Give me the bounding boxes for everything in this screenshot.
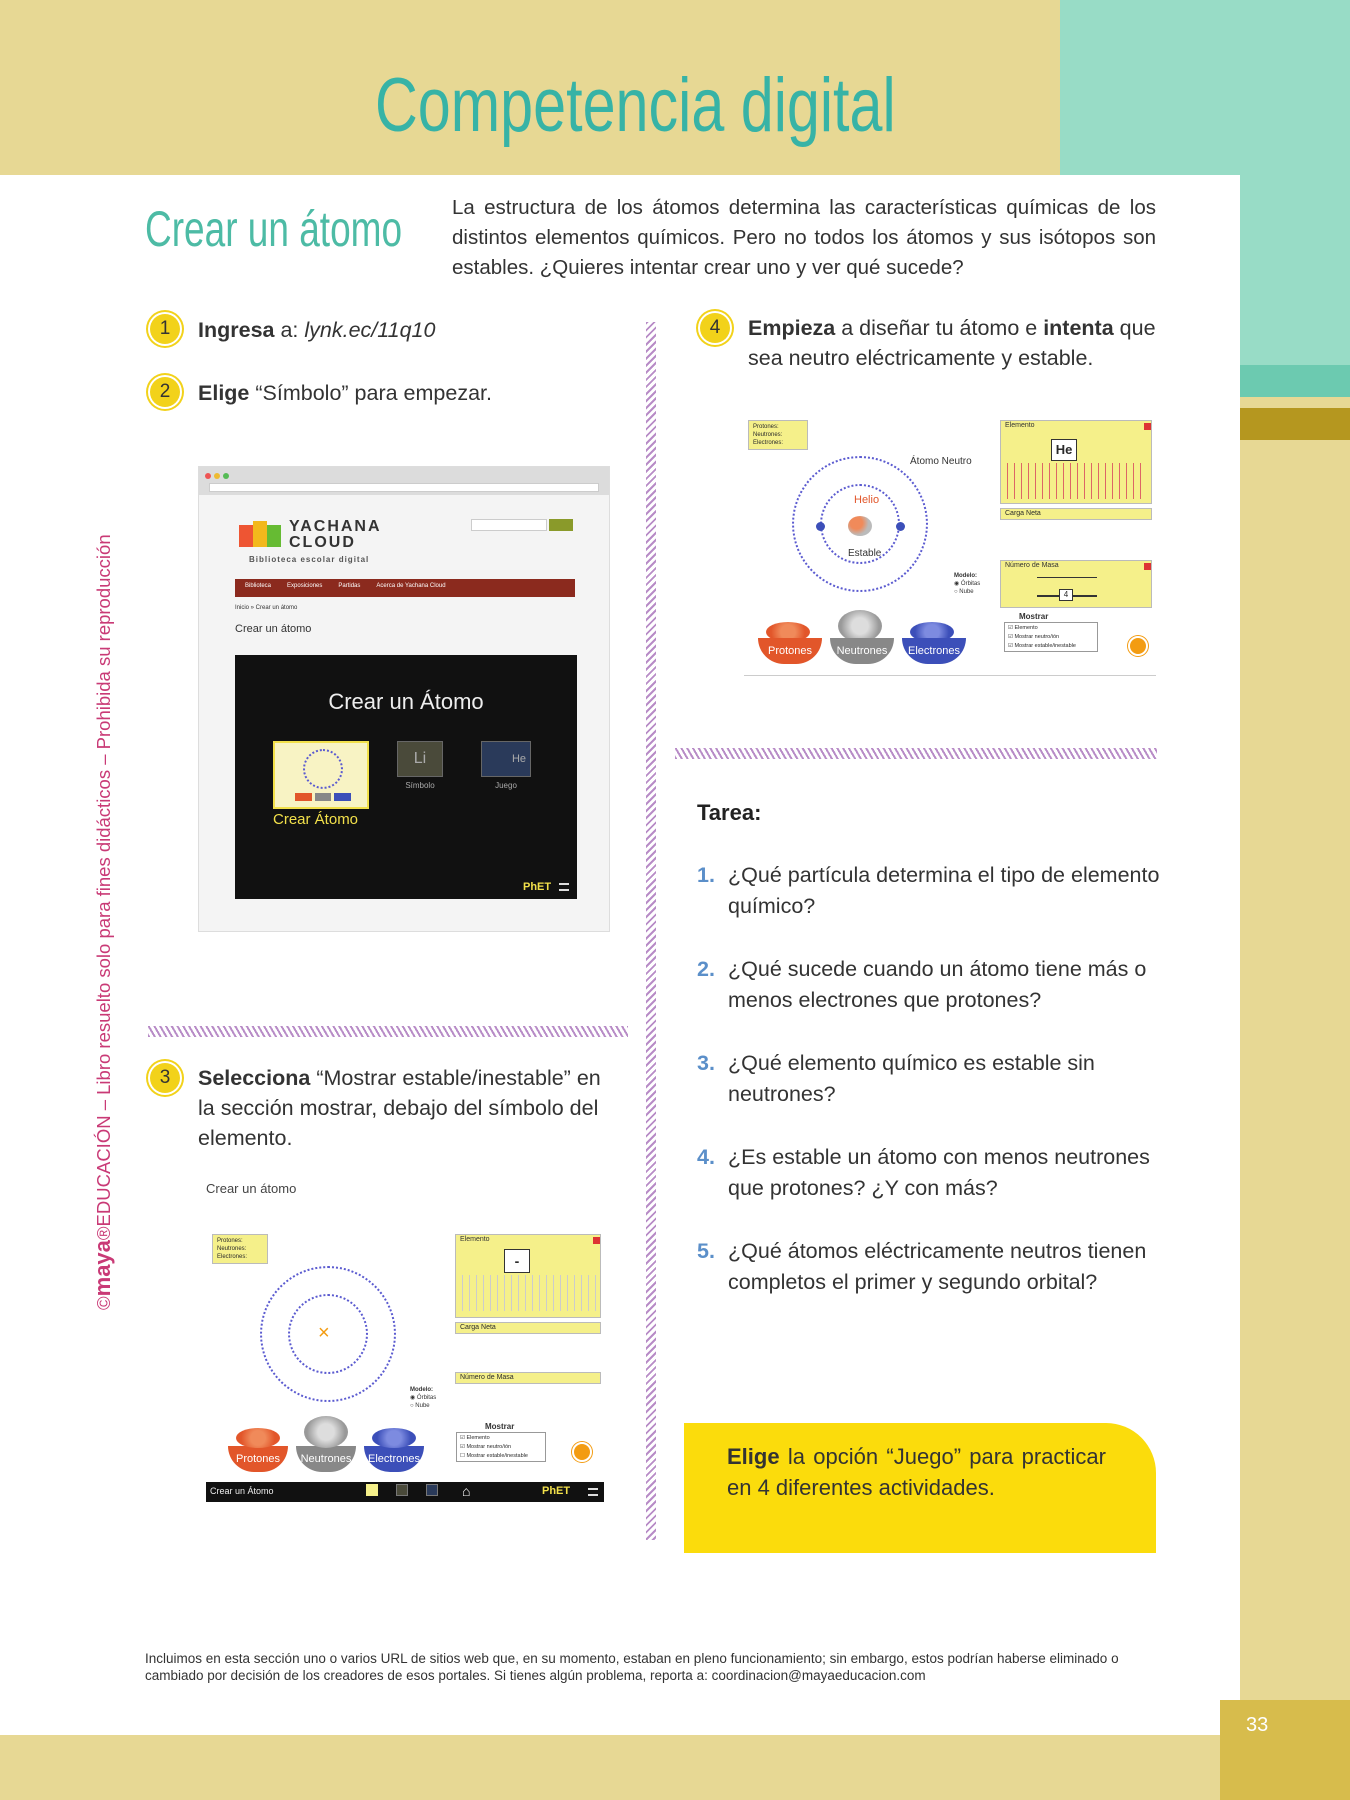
tile-bucket-blue bbox=[334, 793, 351, 801]
sim2-nav-symbol-icon[interactable] bbox=[396, 1484, 408, 1496]
copyright-symbol: © bbox=[93, 1296, 114, 1310]
sim3-element-panel bbox=[1000, 420, 1152, 504]
tile-crear-atomo[interactable] bbox=[273, 741, 369, 809]
sim3-mass-panel bbox=[1000, 560, 1152, 608]
site-page-heading: Crear un átomo bbox=[235, 623, 312, 635]
sim3-model-cloud[interactable]: ○ Nube bbox=[954, 589, 974, 595]
tile-orbit-icon bbox=[303, 749, 343, 789]
sim3-nucleus bbox=[848, 516, 872, 536]
sim3-mass-label: Número de Masa bbox=[1005, 562, 1059, 569]
sim2-bucket-protons[interactable]: Protones bbox=[228, 1446, 288, 1472]
step-4-verb: Empieza bbox=[748, 316, 836, 340]
sim2-nav-bar bbox=[206, 1482, 604, 1502]
sim3-electron-right bbox=[896, 522, 905, 531]
sim2-menu-icon[interactable] bbox=[588, 1488, 598, 1496]
footnote: Incluimos en esta sección uno o varios URL de sitios web que, en su momento, estaban en pleno funcionamiento; sin embargo, estos podrían haberse eliminado o cambiado por decisión de los creadores de esos portales. Si tienes algún problema, reporta a: coordinacion@mayaeducacion.com bbox=[145, 1651, 1119, 1683]
page-number-tab bbox=[1220, 1700, 1350, 1800]
sim3-atom-label: Átomo Neutro bbox=[910, 456, 972, 467]
tile-simbolo-label: Símbolo bbox=[405, 781, 435, 790]
question-4-text: ¿Es estable un átomo con menos neutrones que protones? ¿Y con más? bbox=[728, 1145, 1150, 1200]
sim3-reset-icon[interactable] bbox=[1128, 636, 1148, 656]
window-min-dot bbox=[214, 473, 220, 479]
sim2-show-label: Mostrar bbox=[485, 1422, 515, 1431]
sim3-model-label: Modelo: bbox=[954, 573, 977, 579]
tile-crear-atomo-label: Crear Átomo bbox=[273, 811, 359, 828]
sim3-mass-value: 4 bbox=[1059, 589, 1073, 601]
step-2-verb: Elige bbox=[198, 381, 250, 405]
question-4 bbox=[697, 1142, 1167, 1204]
sim3-element-collapse[interactable] bbox=[1144, 423, 1151, 430]
sim2-protons-pile bbox=[236, 1428, 280, 1448]
sim3-show-label: Mostrar bbox=[1019, 612, 1049, 621]
question-2-text: ¿Qué sucede cuando un átomo tiene más o menos electrones que protones? bbox=[728, 957, 1147, 1012]
step-4-mid: a diseñar tu átomo e bbox=[835, 316, 1044, 340]
step-4-text bbox=[748, 313, 1158, 373]
divider-right bbox=[675, 748, 1157, 759]
sim2-show-stable-label: Mostrar estable/inestable bbox=[466, 1453, 528, 1459]
question-1-text: ¿Qué partícula determina el tipo de elemento químico? bbox=[728, 863, 1160, 918]
window-close-dot bbox=[205, 473, 211, 479]
step-4-badge: 4 bbox=[700, 313, 730, 343]
sim3-bucket-neutrons[interactable]: Neutrones bbox=[830, 638, 894, 664]
sim2-nav-title: Crear un Átomo bbox=[210, 1486, 274, 1496]
address-bar bbox=[209, 483, 599, 492]
yachana-logo-icon bbox=[239, 519, 281, 549]
step-1-text bbox=[198, 315, 435, 345]
sim2-reset-icon[interactable] bbox=[572, 1442, 592, 1462]
home-icon[interactable]: ⌂ bbox=[462, 1483, 471, 1499]
sim2-element-panel bbox=[455, 1234, 601, 1318]
sim3-bucket-electrons[interactable]: Electrones bbox=[902, 638, 966, 664]
sim3-count-protons: Protones: bbox=[753, 424, 779, 430]
tile-simbolo[interactable]: Li bbox=[397, 741, 443, 777]
sim2-show-neutral[interactable]: ☑ Mostrar neutro/ión bbox=[460, 1444, 512, 1450]
sim3-show-stable-label: Mostrar estable/inestable bbox=[1014, 643, 1076, 649]
nav-item-biblioteca[interactable]: Biblioteca bbox=[245, 583, 272, 589]
page-title: Competencia digital bbox=[375, 63, 896, 148]
nav-item-partidas[interactable]: Partidas bbox=[338, 583, 361, 589]
phet-sim-frame bbox=[235, 655, 577, 899]
sim2-nav-game-icon[interactable] bbox=[426, 1484, 438, 1496]
sim2-show-neutral-label: Mostrar neutro/ión bbox=[466, 1444, 512, 1450]
screenshot-atom-helium bbox=[744, 416, 1156, 676]
tile-juego[interactable]: He bbox=[481, 741, 531, 777]
nav-item-acerca[interactable]: Acerca de Yachana Cloud bbox=[376, 583, 446, 589]
sim3-counts-box bbox=[748, 420, 808, 450]
section-intro: La estructura de los átomos determina las características químicas de los distintos elementos químicos. Pero no todos los átomos y sus isótopos son estables. ¿Quieres intentar crear uno y ver qué sucede? bbox=[452, 196, 1156, 279]
sim2-count-neutrons: Neutrones: bbox=[217, 1246, 247, 1252]
decor-gold-band bbox=[1240, 408, 1350, 440]
question-1 bbox=[697, 860, 1167, 922]
sim2-model-orbits-label: Órbitas bbox=[416, 1395, 437, 1401]
question-4-number: 4. bbox=[697, 1145, 715, 1169]
brand-line-2: CLOUD bbox=[289, 534, 356, 551]
sim2-show-box bbox=[456, 1432, 546, 1462]
sim2-model-orbits[interactable]: ◉ Órbitas bbox=[410, 1395, 437, 1401]
logo-book-red bbox=[239, 525, 253, 547]
sim2-show-stable[interactable]: ☐ Mostrar estable/inestable bbox=[460, 1453, 528, 1459]
step-2-text bbox=[198, 378, 492, 408]
sim2-neutrons-pile bbox=[304, 1416, 348, 1448]
sim3-electron-left bbox=[816, 522, 825, 531]
step-2-rest: “Símbolo” para empezar. bbox=[249, 381, 492, 405]
page-number: 33 bbox=[1246, 1714, 1269, 1736]
sim3-model-orbits[interactable]: ◉ Órbitas bbox=[954, 581, 981, 587]
sim2-element-label: Elemento bbox=[460, 1236, 490, 1243]
question-2 bbox=[697, 954, 1167, 1016]
nav-item-exposiciones[interactable]: Exposiciones bbox=[287, 583, 323, 589]
sim2-title: Crear un átomo bbox=[206, 1181, 297, 1196]
sim2-count-protons: Protones: bbox=[217, 1238, 243, 1244]
sim3-show-neutral-label: Mostrar neutro/ión bbox=[1014, 634, 1060, 640]
tile-bucket-gray bbox=[315, 793, 332, 801]
question-5-text: ¿Qué átomos eléctricamente neutros tienen completos el primer y segundo orbital? bbox=[728, 1239, 1147, 1294]
tile-juego-label: Juego bbox=[495, 781, 517, 790]
sim3-model-cloud-label: Nube bbox=[959, 589, 974, 595]
menu-icon[interactable] bbox=[559, 883, 569, 891]
tip-verb: Elige bbox=[727, 1444, 780, 1469]
screenshot-yachana bbox=[198, 466, 610, 932]
step-3-verb: Selecciona bbox=[198, 1066, 311, 1090]
sim2-nucleus-x-icon: × bbox=[318, 1322, 330, 1344]
sim2-bucket-electrons[interactable]: Electrones bbox=[364, 1446, 424, 1472]
sim3-mass-collapse[interactable] bbox=[1144, 563, 1151, 570]
vertical-copyright bbox=[90, 534, 116, 1310]
tip-text: la opción “Juego” para practicar en 4 diferentes actividades. bbox=[727, 1444, 1106, 1500]
yachana-brand bbox=[289, 519, 382, 551]
sim3-model-group bbox=[954, 572, 980, 596]
decor-mint-band bbox=[1240, 365, 1350, 397]
window-max-dot bbox=[223, 473, 229, 479]
sim3-charge-panel[interactable]: Carga Neta bbox=[1000, 508, 1152, 520]
sim-title: Crear un Átomo bbox=[328, 689, 484, 714]
question-1-number: 1. bbox=[697, 863, 715, 887]
sim3-model-orbits-label: Órbitas bbox=[960, 581, 981, 587]
sim2-model-group bbox=[410, 1386, 436, 1410]
copyright-notice: EDUCACIÓN – Libro resuelto solo para fines didácticos – Prohibida su reproducción bbox=[93, 534, 114, 1227]
sim3-periodic-table[interactable] bbox=[1007, 463, 1147, 499]
sim3-element-symbol: He bbox=[1051, 439, 1077, 461]
step-3-badge: 3 bbox=[150, 1063, 180, 1093]
sim3-element-name: Helio bbox=[854, 494, 880, 506]
sim3-show-element-label: Elemento bbox=[1014, 625, 1038, 631]
sim2-phet-logo: PhET bbox=[542, 1485, 571, 1497]
question-5-number: 5. bbox=[697, 1239, 715, 1263]
sim3-bucket-protons[interactable]: Protones bbox=[758, 638, 822, 664]
logo-book-green bbox=[267, 525, 281, 547]
sim3-show-neutral[interactable]: ☑ Mostrar neutro/ión bbox=[1008, 634, 1060, 640]
sim2-bucket-neutrons[interactable]: Neutrones bbox=[296, 1446, 356, 1472]
question-3-number: 3. bbox=[697, 1051, 715, 1075]
publisher-logo: maya bbox=[90, 1240, 115, 1297]
sim2-nav-atom-icon[interactable] bbox=[366, 1484, 378, 1496]
step-3-rest: “Mostrar estable/inestable” en la sección mostrar, debajo del símbolo del elemento. bbox=[198, 1066, 601, 1150]
sim2-counts-box bbox=[212, 1234, 268, 1264]
step-1-badge: 1 bbox=[150, 314, 180, 344]
sim2-electrons-pile bbox=[372, 1428, 416, 1448]
step-3-text bbox=[198, 1063, 618, 1153]
sim3-show-box bbox=[1004, 622, 1098, 652]
breadcrumb: Inicio » Crear un átomo bbox=[235, 605, 298, 611]
question-3 bbox=[697, 1048, 1167, 1110]
sim2-model-label: Modelo: bbox=[410, 1387, 433, 1393]
logo-book-yellow bbox=[253, 521, 267, 547]
sim2-periodic-table[interactable] bbox=[462, 1275, 596, 1311]
question-5 bbox=[697, 1236, 1167, 1298]
step-4-rest: que sea neutro eléctricamente y estable. bbox=[748, 316, 1156, 370]
step-4-verb-2: intenta bbox=[1043, 316, 1114, 340]
site-search-button[interactable] bbox=[549, 519, 573, 531]
brand-line-1: YACHANA bbox=[289, 518, 382, 535]
registered-mark: ® bbox=[93, 1226, 114, 1241]
step-1-connector: a: bbox=[274, 318, 305, 342]
question-2-number: 2. bbox=[697, 957, 715, 981]
sim3-stability: Estable bbox=[848, 548, 882, 559]
step-1-verb: Ingresa bbox=[198, 318, 275, 342]
sim2-show-element-label: Elemento bbox=[466, 1435, 490, 1441]
sim3-show-stable[interactable]: ☑ Mostrar estable/inestable bbox=[1008, 643, 1076, 649]
tip-box bbox=[684, 1423, 1156, 1553]
sim2-mass-panel[interactable]: Número de Masa bbox=[455, 1372, 601, 1384]
site-search-input[interactable] bbox=[471, 519, 547, 531]
tarea-heading: Tarea: bbox=[697, 800, 762, 825]
step-1-link[interactable]: lynk.ec/11q10 bbox=[304, 318, 436, 342]
phet-logo: PhET bbox=[523, 881, 552, 893]
sim2-element-collapse[interactable] bbox=[593, 1237, 600, 1244]
sim2-show-element[interactable]: ☑ Elemento bbox=[460, 1435, 490, 1441]
section-title: Crear un átomo bbox=[145, 201, 403, 257]
sim2-model-cloud[interactable]: ○ Nube bbox=[410, 1403, 430, 1409]
sim3-count-neutrons: Neutrones: bbox=[753, 432, 783, 438]
sim3-count-electrons: Electrones: bbox=[753, 440, 784, 446]
tile-bucket-red bbox=[295, 793, 312, 801]
sim2-count-electrons: Electrones: bbox=[217, 1254, 248, 1260]
sim3-show-element[interactable]: ☑ Elemento bbox=[1008, 625, 1038, 631]
tile-buckets-icon bbox=[295, 793, 351, 801]
sim2-element-symbol: - bbox=[504, 1249, 530, 1273]
sim2-model-cloud-label: Nube bbox=[415, 1403, 430, 1409]
site-nav bbox=[235, 579, 575, 597]
question-3-text: ¿Qué elemento químico es estable sin neutrones? bbox=[728, 1051, 1095, 1106]
divider-left bbox=[148, 1026, 628, 1037]
divider-vertical bbox=[646, 322, 656, 1540]
sim2-charge-panel[interactable]: Carga Neta bbox=[455, 1322, 601, 1334]
screenshot-atom-empty bbox=[200, 1176, 610, 1506]
yachana-tagline: Biblioteca escolar digital bbox=[249, 555, 370, 564]
sim3-element-label: Elemento bbox=[1005, 422, 1035, 429]
step-2-badge: 2 bbox=[150, 377, 180, 407]
